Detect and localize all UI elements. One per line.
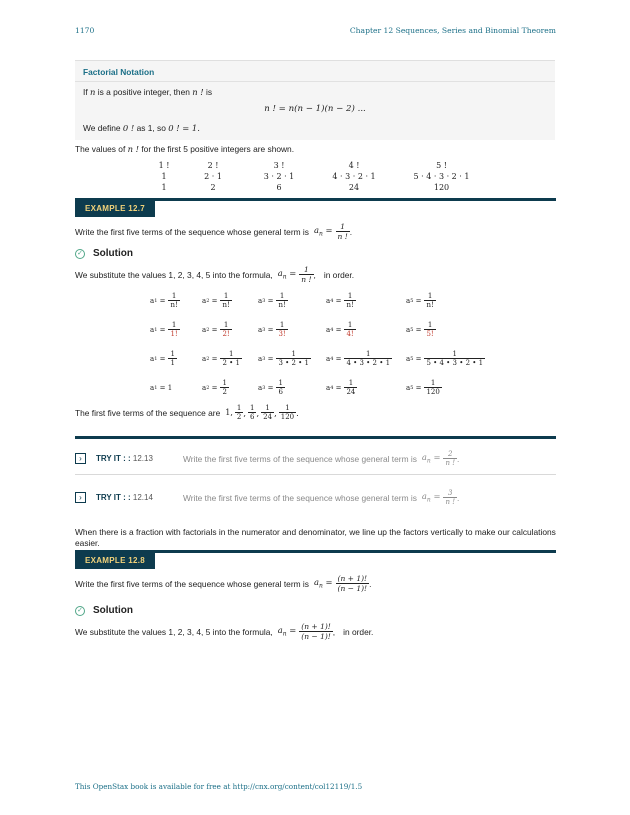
try-it-12-13[interactable]: › TRY IT : : 12.13 Write the first five terms of the sequence whose general term is $a_n$ = $\frac{2}{n !}$ . xyxy=(75,450,459,467)
term-sub: 3 xyxy=(262,355,266,362)
sub-text: We substitute the values 1, 2, 3, 4, 5 into the formula, xyxy=(75,626,273,637)
frac-den: n ! xyxy=(301,275,312,284)
term-expanded: a 4 = $\frac{1}{4 • 3 • 2 • 1}$ xyxy=(326,350,391,367)
term-fraction: $\frac{1}{24}$ xyxy=(263,404,273,421)
sub-text: We substitute the values 1, 2, 3, 4, 5 into the formula, xyxy=(75,269,273,280)
table-row-products xyxy=(150,171,485,182)
prompt-text: Write the first five terms of the sequence whose general term is xyxy=(75,226,309,237)
term-substituted: a 3 = $\frac{1}{3!}$ xyxy=(258,321,286,338)
frac-den: n ! xyxy=(337,232,348,241)
table-cell: 1 xyxy=(161,172,167,181)
def-eq: 0 ! = 1. xyxy=(168,123,200,133)
example-prompt: Write the first five terms of the sequence whose general term is $a_n$ = $\frac{1}{n !}$ . xyxy=(75,222,353,241)
frac-num: 1 xyxy=(303,265,309,274)
formula-a: a xyxy=(277,268,283,279)
term-expanded: a 2 = $\frac{1}{2 • 1}$ xyxy=(202,350,240,367)
fraction-note: When there is a fraction with factorials in the numerator and denominator, we line up the factors vertically to make our calculations easier. xyxy=(75,527,556,548)
term-value: 1 xyxy=(167,384,173,392)
frac-num: 1 xyxy=(340,222,346,231)
term-den: 24 xyxy=(263,413,273,421)
term-sub: 2 xyxy=(206,384,210,391)
term-expanded: a 3 = $\frac{1}{3 • 2 • 1}$ xyxy=(258,350,309,367)
term-sub: 2 xyxy=(206,297,210,304)
chevron-right-icon[interactable]: › xyxy=(75,492,86,503)
table-cell: 4 ! xyxy=(348,161,360,170)
table-cell: 120 xyxy=(433,183,450,192)
prompt-fraction xyxy=(336,222,350,241)
def-text: as 1, so xyxy=(134,123,169,133)
term-fraction: $\frac{1}{2}$ xyxy=(236,404,242,421)
frac-den: n ! xyxy=(445,459,456,467)
try-it-label xyxy=(96,454,153,463)
try-label: TRY IT : : xyxy=(96,493,131,502)
term-final: a 4 = $\frac{1}{24}$ xyxy=(326,379,356,396)
term-den: n! xyxy=(222,301,230,309)
term-general: a 5 = $\frac{1}{n!}$ xyxy=(406,292,434,309)
table-cell: 1 ! xyxy=(158,161,170,170)
term-sub: 3 xyxy=(262,297,266,304)
term-den: 120 xyxy=(426,388,440,396)
def-text: If xyxy=(83,87,90,97)
sub-fraction xyxy=(299,622,333,641)
term-sub: 5 xyxy=(410,355,414,362)
term-final: a 1 = 1 xyxy=(150,384,173,392)
term-sub: 3 xyxy=(262,384,266,391)
table-cell: 2 · 1 xyxy=(204,172,222,181)
term-sub: 2 xyxy=(206,326,210,333)
values-intro xyxy=(75,144,294,154)
term-expanded: a 1 = $\frac{1}{1}$ xyxy=(150,350,175,367)
term-sub: 4 xyxy=(330,384,334,391)
sub-text: in order. xyxy=(343,626,374,637)
term-den: 2 xyxy=(222,388,227,396)
term-sub: 5 xyxy=(410,297,414,304)
factorial-definition xyxy=(83,87,212,97)
frac-num: (n + 1)! xyxy=(337,574,368,583)
term-sub: 5 xyxy=(410,326,414,333)
term-final: a 5 = $\frac{1}{120}$ xyxy=(406,379,440,396)
term-substituted: a 1 = $\frac{1}{1!}$ xyxy=(150,321,178,338)
term-den: 1 xyxy=(170,359,175,367)
term-den: 2 • 1 xyxy=(222,359,240,367)
term-sub: 5 xyxy=(410,384,414,391)
term-general: a 4 = $\frac{1}{n!}$ xyxy=(326,292,354,309)
term-sub: 1 xyxy=(154,385,158,391)
try-it-12-14[interactable]: › TRY IT : : 12.14 Write the first five terms of the sequence whose general term is $a_n$ = $\frac{3}{n !}$ . xyxy=(75,489,459,506)
frac-den: n ! xyxy=(445,498,456,506)
try-divider xyxy=(75,474,556,475)
term-general: a 3 = $\frac{1}{n!}$ xyxy=(258,292,286,309)
sub-fraction xyxy=(299,265,313,284)
term-sub: 4 xyxy=(330,297,334,304)
factorial-table xyxy=(150,160,485,193)
substitute-text: We substitute the values 1, 2, 3, 4, 5 into the formula, $a_n$ = $\frac{1}{n !}$ , in order. xyxy=(75,265,355,284)
try-it-label xyxy=(96,493,153,502)
term-final: a 2 = $\frac{1}{2}$ xyxy=(202,379,227,396)
term-den: 24 xyxy=(346,388,356,396)
footer-text: This OpenStax book is available for free at http://cnx.org/content/col12119/1.5 xyxy=(75,782,363,791)
term-den: 6 xyxy=(250,413,255,421)
example-label: EXAMPLE 12.7 xyxy=(75,200,155,217)
table-cell: 2 ! xyxy=(207,161,219,170)
term-sub: 2 xyxy=(206,355,210,362)
solution-label: Solution xyxy=(93,605,133,616)
table-cell: 2 xyxy=(210,183,216,192)
page-number: 1170 xyxy=(75,26,95,35)
term-den: 1! xyxy=(170,330,178,338)
term-substituted: a 2 = $\frac{1}{2!}$ xyxy=(202,321,230,338)
term-den: 2! xyxy=(222,330,230,338)
term-sub: 4 xyxy=(330,355,334,362)
frac-den: (n − 1)! xyxy=(301,632,331,641)
frac-num: 2 xyxy=(448,450,453,458)
solution-heading xyxy=(75,605,133,616)
table-row-headers xyxy=(150,160,485,171)
frac-num: 3 xyxy=(448,489,453,497)
term-den: n! xyxy=(346,301,354,309)
term-general: a 2 = $\frac{1}{n!}$ xyxy=(202,292,230,309)
factorial-formula: n ! = n(n − 1)(n − 2) ... xyxy=(264,104,366,114)
factorial-notation-title: Factorial Notation xyxy=(83,67,155,77)
try-it-bar xyxy=(75,436,556,439)
def-text: is xyxy=(203,87,213,97)
term-fraction: $\frac{1}{120}$ xyxy=(280,404,295,421)
term-den: 3! xyxy=(278,330,286,338)
sub-text: in order. xyxy=(323,269,355,280)
term-den: 4! xyxy=(346,330,354,338)
term-den: 4 • 3 • 2 • 1 xyxy=(346,359,391,367)
term-sub: 3 xyxy=(262,326,266,333)
box-divider xyxy=(75,81,555,82)
prompt-formula: $a_n$ = xyxy=(313,225,333,238)
table-row-values xyxy=(150,182,485,193)
table-cell: 24 xyxy=(348,183,360,192)
solution-label: Solution xyxy=(93,248,133,259)
formula-sub: n xyxy=(318,230,323,238)
intro-nf: n ! xyxy=(127,144,140,154)
def-text: We define xyxy=(83,123,123,133)
terms-summary: The first five terms of the sequence are 1 , $\frac{1}{2}$ , $\frac{1}{6}$ , $\frac{1}{24}$ , $\frac{1}{120}$ . xyxy=(75,404,299,421)
def-text: is a positive integer, then xyxy=(95,87,193,97)
term-fraction: $\frac{1}{6}$ xyxy=(250,404,255,421)
check-circle-icon: ✓ xyxy=(75,249,85,259)
term-general: a 1 = $\frac{1}{n!}$ xyxy=(150,292,178,309)
try-text: Write the first five terms of the sequence whose general term is xyxy=(182,492,417,503)
term-expanded: a 5 = $\frac{1}{5 • 4 • 3 • 2 • 1}$ xyxy=(406,350,484,367)
term-final: a 3 = $\frac{1}{6}$ xyxy=(258,379,283,396)
term-substituted: a 5 = $\frac{1}{5!}$ xyxy=(406,321,434,338)
zero-factorial-definition xyxy=(83,123,200,133)
term-sub: 1 xyxy=(154,326,158,333)
term-den: 5 • 4 • 3 • 2 • 1 xyxy=(426,359,484,367)
intro-text: The values of xyxy=(75,144,128,154)
formula-a: a xyxy=(313,225,319,236)
try-text: Write the first five terms of the sequence whose general term is xyxy=(182,453,417,464)
table-cell: 6 xyxy=(276,183,282,192)
prompt-fraction xyxy=(336,574,370,593)
terms-text: The first five terms of the sequence are xyxy=(75,407,221,418)
try-fraction xyxy=(443,450,457,467)
term-substituted: a 4 = $\frac{1}{4!}$ xyxy=(326,321,354,338)
term-sub: 4 xyxy=(330,326,334,333)
prompt-text: Write the first five terms of the sequence whose general term is xyxy=(75,578,309,589)
example-label: EXAMPLE 12.8 xyxy=(75,552,155,569)
try-number: 12.13 xyxy=(132,454,153,463)
chapter-title: Chapter 12 Sequences, Series and Binomial Theorem xyxy=(349,26,556,35)
intro-text: for the first 5 positive integers are shown. xyxy=(139,144,295,154)
try-fraction xyxy=(443,489,457,506)
def-0f: 0 ! xyxy=(122,123,135,133)
formula-sub: n xyxy=(282,273,287,281)
table-cell: 5 · 4 · 3 · 2 · 1 xyxy=(413,172,470,181)
table-cell: 3 · 2 · 1 xyxy=(263,172,295,181)
check-circle-icon: ✓ xyxy=(75,606,85,616)
frac-den: (n − 1)! xyxy=(337,584,368,593)
factorial-notation-box xyxy=(75,60,555,140)
table-cell: 3 ! xyxy=(273,161,285,170)
term-den: n! xyxy=(278,301,286,309)
term-den: 6 xyxy=(278,388,283,396)
table-cell: 5 ! xyxy=(436,161,447,170)
term-sub: 1 xyxy=(154,355,158,362)
try-number: 12.14 xyxy=(132,493,153,502)
term-den: 120 xyxy=(280,413,295,421)
chevron-right-icon[interactable]: › xyxy=(75,453,86,464)
try-label: TRY IT : : xyxy=(96,454,131,463)
term-den: 2 xyxy=(236,413,242,421)
term-den: n! xyxy=(170,301,178,309)
sub-formula: $a_n$ = xyxy=(277,268,297,281)
frac-num: (n + 1)! xyxy=(301,622,331,631)
table-cell: 4 · 3 · 2 · 1 xyxy=(332,172,376,181)
term-sub: 1 xyxy=(154,297,158,304)
def-n: n xyxy=(89,87,96,97)
solution-heading xyxy=(75,248,133,259)
term-den: 3 • 2 • 1 xyxy=(278,359,309,367)
substitute-text: We substitute the values 1, 2, 3, 4, 5 into the formula, $a_n$ = $\frac{(n + 1)!}{(n - 1)!}$ , in order. xyxy=(75,622,374,641)
def-nf: n ! xyxy=(192,87,204,97)
table-cell: 1 xyxy=(161,183,167,192)
term-value: 1 xyxy=(225,408,231,417)
example-prompt: Write the first five terms of the sequence whose general term is $a_n$ = $\frac{(n + 1)!}{(n - 1)!}$ . xyxy=(75,574,372,593)
term-den: n! xyxy=(426,301,434,309)
term-den: 5! xyxy=(426,330,434,338)
